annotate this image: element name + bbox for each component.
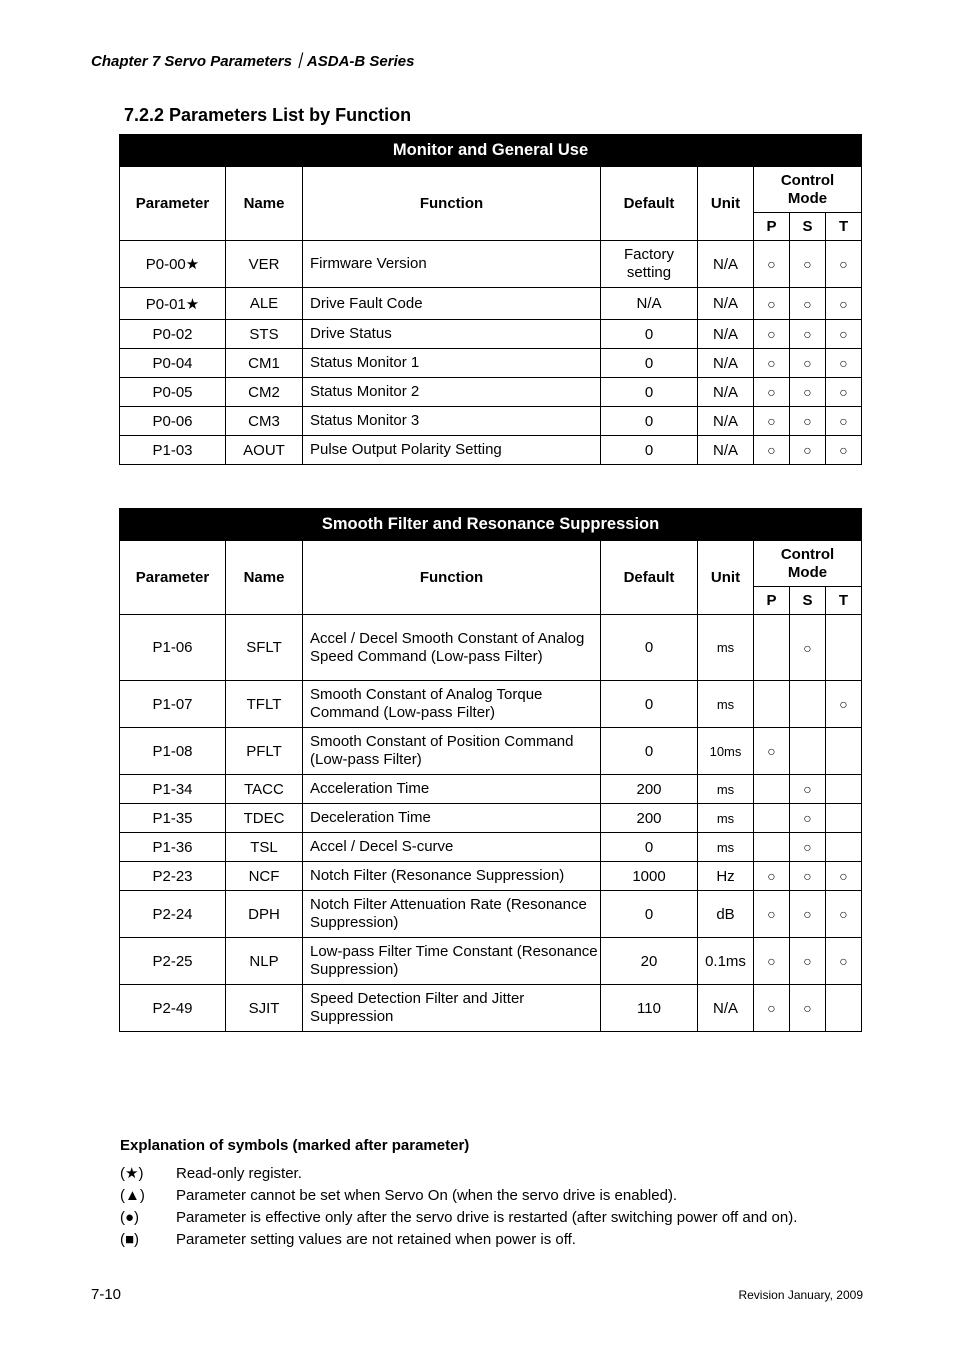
function-cell: Status Monitor 3 <box>303 407 601 436</box>
symbol-glyph: (★) <box>120 1165 144 1182</box>
mode-s-cell <box>790 728 826 775</box>
table-row <box>120 615 862 681</box>
col-mode-t: T <box>826 213 862 241</box>
mode-t-cell: ○ <box>826 378 862 407</box>
mode-s-cell <box>790 681 826 728</box>
mode-t-cell: ○ <box>826 938 862 985</box>
col-mode-t: T <box>826 587 862 615</box>
function-cell: Accel / Decel Smooth Constant of Analog Speed Command (Low-pass Filter) <box>303 615 601 681</box>
unit-cell: ms <box>698 833 754 862</box>
function-cell: Deceleration Time <box>303 804 601 833</box>
col-unit: Unit <box>698 541 754 615</box>
unit-cell: ms <box>698 775 754 804</box>
parameter-cell: P0-01★ <box>120 288 226 320</box>
parameter-cell: P0-05 <box>120 378 226 407</box>
mode-t-cell: ○ <box>826 862 862 891</box>
name-cell: ALE <box>226 288 303 320</box>
col-mode-s: S <box>790 587 826 615</box>
mode-p-cell <box>754 833 790 862</box>
mode-p-cell: ○ <box>754 938 790 985</box>
unit-cell: N/A <box>698 378 754 407</box>
parameter-cell: P1-35 <box>120 804 226 833</box>
unit-cell: N/A <box>698 407 754 436</box>
symbol-row <box>120 1164 302 1182</box>
table-title: Monitor and General Use <box>120 135 862 167</box>
mode-p-cell: ○ <box>754 288 790 320</box>
default-cell: 0 <box>601 891 698 938</box>
default-cell: 200 <box>601 804 698 833</box>
table-row <box>120 349 862 378</box>
name-cell: VER <box>226 241 303 288</box>
table-row <box>120 833 862 862</box>
parameter-cell: P1-08 <box>120 728 226 775</box>
mode-t-cell <box>826 804 862 833</box>
mode-s-cell: ○ <box>790 938 826 985</box>
table-row <box>120 681 862 728</box>
mode-s-cell: ○ <box>790 241 826 288</box>
mode-s-cell: ○ <box>790 862 826 891</box>
mode-t-cell <box>826 728 862 775</box>
col-parameter: Parameter <box>120 541 226 615</box>
function-cell: Pulse Output Polarity Setting <box>303 436 601 465</box>
unit-cell: N/A <box>698 349 754 378</box>
mode-s-cell: ○ <box>790 891 826 938</box>
function-cell: Accel / Decel S-curve <box>303 833 601 862</box>
default-cell: 0 <box>601 436 698 465</box>
name-cell: SJIT <box>226 985 303 1032</box>
default-cell: 200 <box>601 775 698 804</box>
mode-s-cell: ○ <box>790 407 826 436</box>
col-function: Function <box>303 541 601 615</box>
running-header: Chapter 7 Servo Parameters｜ASDA-B Series <box>91 53 415 70</box>
name-cell: CM3 <box>226 407 303 436</box>
mode-p-cell: ○ <box>754 728 790 775</box>
name-cell: NLP <box>226 938 303 985</box>
parameter-cell: P0-00★ <box>120 241 226 288</box>
parameter-cell: P0-06 <box>120 407 226 436</box>
mode-t-cell: ○ <box>826 320 862 349</box>
name-cell: TDEC <box>226 804 303 833</box>
default-cell: Factory setting <box>601 241 698 288</box>
function-cell: Low-pass Filter Time Constant (Resonance Suppression) <box>303 938 601 985</box>
default-cell: 0 <box>601 728 698 775</box>
mode-p-cell: ○ <box>754 349 790 378</box>
smooth-filter-table <box>119 508 862 1032</box>
unit-cell: N/A <box>698 436 754 465</box>
unit-cell: 10ms <box>698 728 754 775</box>
symbol-description: Read-only register. <box>176 1165 302 1182</box>
parameter-cell: P2-49 <box>120 985 226 1032</box>
mode-p-cell: ○ <box>754 891 790 938</box>
mode-p-cell <box>754 681 790 728</box>
unit-cell: Hz <box>698 862 754 891</box>
mode-t-cell: ○ <box>826 349 862 378</box>
monitor-general-use-table <box>119 134 862 465</box>
symbol-glyph: (●) <box>120 1209 140 1226</box>
col-default: Default <box>601 541 698 615</box>
unit-cell: N/A <box>698 985 754 1032</box>
mode-t-cell: ○ <box>826 288 862 320</box>
parameter-cell: P2-24 <box>120 891 226 938</box>
mode-s-cell: ○ <box>790 288 826 320</box>
default-cell: N/A <box>601 288 698 320</box>
name-cell: TSL <box>226 833 303 862</box>
mode-s-cell: ○ <box>790 615 826 681</box>
mode-p-cell: ○ <box>754 985 790 1032</box>
name-cell: DPH <box>226 891 303 938</box>
table-row <box>120 985 862 1032</box>
table-row <box>120 728 862 775</box>
default-cell: 1000 <box>601 862 698 891</box>
default-cell: 0 <box>601 407 698 436</box>
col-name: Name <box>226 541 303 615</box>
mode-p-cell: ○ <box>754 436 790 465</box>
mode-t-cell <box>826 775 862 804</box>
mode-t-cell <box>826 615 862 681</box>
table-row <box>120 775 862 804</box>
mode-p-cell: ○ <box>754 241 790 288</box>
table-title: Smooth Filter and Resonance Suppression <box>120 509 862 541</box>
name-cell: NCF <box>226 862 303 891</box>
mode-s-cell: ○ <box>790 436 826 465</box>
mode-s-cell: ○ <box>790 349 826 378</box>
parameter-cell: P2-23 <box>120 862 226 891</box>
parameter-cell: P0-02 <box>120 320 226 349</box>
function-cell: Firmware Version <box>303 241 601 288</box>
name-cell: TACC <box>226 775 303 804</box>
page-number: 7-10 <box>91 1286 122 1303</box>
function-cell: Smooth Constant of Analog Torque Command (Low-pass Filter) <box>303 681 601 728</box>
name-cell: SFLT <box>226 615 303 681</box>
unit-cell: ms <box>698 681 754 728</box>
parameter-cell: P1-03 <box>120 436 226 465</box>
symbol-description: Parameter cannot be set when Servo On (when the servo drive is enabled). <box>176 1187 678 1204</box>
col-mode-p: P <box>754 213 790 241</box>
revision-note: Revision January, 2009 <box>738 1288 863 1302</box>
mode-p-cell: ○ <box>754 407 790 436</box>
symbol-row <box>120 1231 576 1248</box>
mode-t-cell: ○ <box>826 241 862 288</box>
name-cell: CM2 <box>226 378 303 407</box>
table-row <box>120 288 862 320</box>
parameter-cell: P1-36 <box>120 833 226 862</box>
table-row <box>120 407 862 436</box>
unit-cell: N/A <box>698 241 754 288</box>
function-cell: Smooth Constant of Position Command (Low-pass Filter) <box>303 728 601 775</box>
default-cell: 0 <box>601 320 698 349</box>
table-row <box>120 938 862 985</box>
table-row <box>120 804 862 833</box>
col-mode-p: P <box>754 587 790 615</box>
table-row <box>120 862 862 891</box>
parameter-cell: P2-25 <box>120 938 226 985</box>
parameter-cell: P0-04 <box>120 349 226 378</box>
mode-s-cell: ○ <box>790 320 826 349</box>
col-default: Default <box>601 167 698 241</box>
mode-t-cell <box>826 985 862 1032</box>
table-row <box>120 891 862 938</box>
unit-cell: ms <box>698 615 754 681</box>
function-cell: Notch Filter (Resonance Suppression) <box>303 862 601 891</box>
col-function: Function <box>303 167 601 241</box>
function-cell: Status Monitor 2 <box>303 378 601 407</box>
unit-cell: 0.1ms <box>698 938 754 985</box>
symbols-title: Explanation of symbols (marked after parameter) <box>120 1137 470 1154</box>
symbol-glyph: (▲) <box>120 1187 145 1204</box>
function-cell: Drive Fault Code <box>303 288 601 320</box>
parameter-cell: P1-34 <box>120 775 226 804</box>
mode-t-cell: ○ <box>826 681 862 728</box>
mode-p-cell <box>754 775 790 804</box>
mode-t-cell: ○ <box>826 891 862 938</box>
name-cell: STS <box>226 320 303 349</box>
parameter-cell: P1-07 <box>120 681 226 728</box>
mode-s-cell: ○ <box>790 775 826 804</box>
name-cell: AOUT <box>226 436 303 465</box>
mode-p-cell: ○ <box>754 862 790 891</box>
function-cell: Status Monitor 1 <box>303 349 601 378</box>
default-cell: 0 <box>601 615 698 681</box>
symbol-description: Parameter is effective only after the servo drive is restarted (after switching power off and on). <box>176 1209 798 1226</box>
default-cell: 0 <box>601 833 698 862</box>
function-cell: Notch Filter Attenuation Rate (Resonance Suppression) <box>303 891 601 938</box>
default-cell: 0 <box>601 378 698 407</box>
name-cell: PFLT <box>226 728 303 775</box>
default-cell: 20 <box>601 938 698 985</box>
symbol-row <box>120 1187 677 1204</box>
col-unit: Unit <box>698 167 754 241</box>
col-name: Name <box>226 167 303 241</box>
function-cell: Drive Status <box>303 320 601 349</box>
mode-p-cell <box>754 615 790 681</box>
default-cell: 0 <box>601 349 698 378</box>
col-parameter: Parameter <box>120 167 226 241</box>
col-control-mode: Control Mode <box>754 541 862 587</box>
mode-t-cell: ○ <box>826 436 862 465</box>
mode-s-cell: ○ <box>790 833 826 862</box>
function-cell: Acceleration Time <box>303 775 601 804</box>
parameter-cell: P1-06 <box>120 615 226 681</box>
mode-p-cell: ○ <box>754 320 790 349</box>
symbol-glyph: (■) <box>120 1231 140 1248</box>
col-mode-s: S <box>790 213 826 241</box>
table-row <box>120 241 862 288</box>
mode-p-cell: ○ <box>754 378 790 407</box>
default-cell: 110 <box>601 985 698 1032</box>
col-control-mode: Control Mode <box>754 167 862 213</box>
default-cell: 0 <box>601 681 698 728</box>
mode-t-cell <box>826 833 862 862</box>
symbol-row <box>120 1209 797 1226</box>
function-cell: Speed Detection Filter and Jitter Suppression <box>303 985 601 1032</box>
table-row <box>120 436 862 465</box>
unit-cell: ms <box>698 804 754 833</box>
name-cell: TFLT <box>226 681 303 728</box>
symbol-description: Parameter setting values are not retained when power is off. <box>176 1231 576 1248</box>
mode-s-cell: ○ <box>790 804 826 833</box>
table-row <box>120 320 862 349</box>
unit-cell: dB <box>698 891 754 938</box>
section-title: 7.2.2 Parameters List by Function <box>124 105 412 125</box>
mode-s-cell: ○ <box>790 985 826 1032</box>
unit-cell: N/A <box>698 288 754 320</box>
name-cell: CM1 <box>226 349 303 378</box>
mode-s-cell: ○ <box>790 378 826 407</box>
unit-cell: N/A <box>698 320 754 349</box>
table-row <box>120 378 862 407</box>
mode-p-cell <box>754 804 790 833</box>
mode-t-cell: ○ <box>826 407 862 436</box>
